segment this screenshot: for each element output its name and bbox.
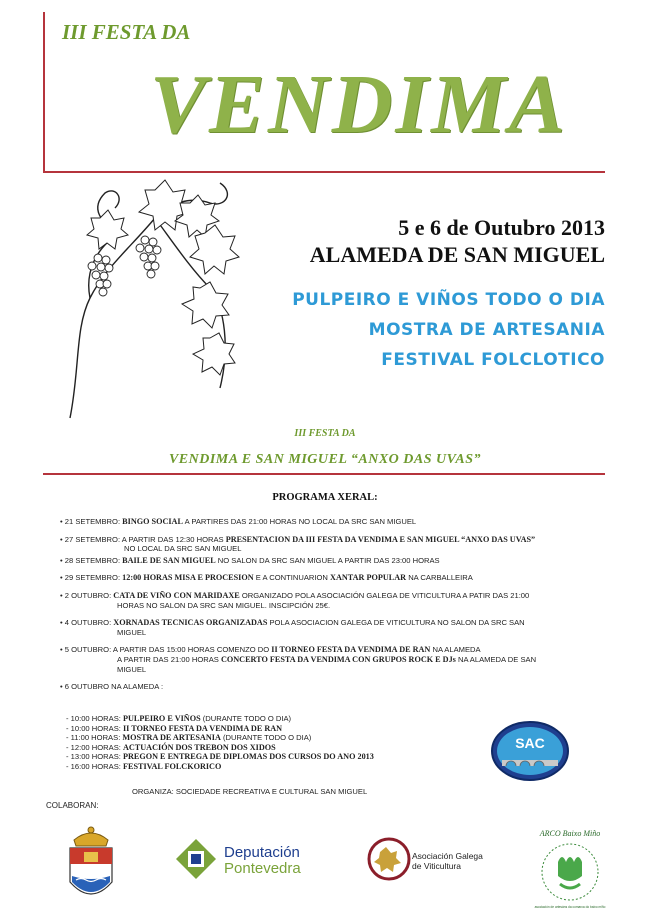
left-rule bbox=[43, 12, 45, 172]
sac-logo-text: SAC bbox=[515, 735, 545, 751]
program-item: • 27 SETEMBRO: A PARTIR DAS 12:30 HORAS PRESENTACION DA III FESTA DA VENDIMA E SAN MIGUEL “ANXO DAS UVAS” NO LOCAL DA SRC SAN MIGUEL bbox=[60, 534, 536, 554]
program-item: • 29 SETEMBRO: 12:00 HORAS MISA E PROCESION E A CONTINUARION XANTAR POPULAR NA CARBALLEIRA bbox=[60, 573, 473, 583]
schedule-item: - 11:00 HORAS: MOSTRA DE ARTESANIA (DURANTE TODO O DIA) bbox=[66, 733, 312, 743]
feature-artesania: MOSTRA DE ARTESANIA bbox=[368, 320, 605, 340]
header-rule bbox=[43, 171, 605, 173]
feature-pulpeiro: PULPEIRO E VIÑOS TODO O DIA bbox=[292, 290, 605, 310]
feature-festival: FESTIVAL FOLCLOTICO bbox=[381, 350, 605, 370]
subtitle-festival: VENDIMA E SAN MIGUEL “ANXO DAS UVAS” bbox=[168, 452, 482, 467]
event-place: ALAMEDA DE SAN MIGUEL bbox=[309, 242, 605, 267]
schedule-item: - 13:00 HORAS: PREGON E ENTREGA DE DIPLOMAS DOS CURSOS DO ANO 2013 bbox=[66, 752, 374, 762]
edition-title: III FESTA DA bbox=[62, 20, 191, 44]
schedule-list bbox=[66, 714, 374, 772]
program-item: • 5 OUTUBRO: A PARTIR DAS 15:00 HORAS COMENZO DO II TORNEO FESTA DA VENDIMA DE RAN NA ALAMEDA A PARTIR DAS 21:00 HORAS CONCERTO FESTA DA VENDIMA CON GRUPOS ROCK E DJs NA ALAMEDA DE SAN MIGUEL bbox=[60, 645, 537, 674]
agv-logo-mark bbox=[366, 836, 412, 882]
subtitle-rule bbox=[43, 473, 605, 475]
agv-name: Asociación Galega de Viticultura bbox=[412, 851, 483, 871]
subtitle-edition: III FESTA DA bbox=[294, 428, 356, 439]
program-title: PROGRAMA XERAL: bbox=[272, 492, 378, 503]
arco-logo bbox=[530, 826, 610, 910]
program-item: • 28 SETEMBRO: BAILE DE SAN MIGUEL NO SALON DA SRC SAN MIGUEL A PARTIR DAS 23:00 HORAS bbox=[60, 555, 440, 565]
schedule-item: - 10:00 HORAS: PULPEIRO E VIÑOS (DURANTE TODO O DIA) bbox=[66, 714, 292, 723]
program-item: • 2 OUTUBRO: CATA DE VIÑO CON MARIDAXE ORGANIZADO POLA ASOCIACIÓN GALEGA DE VITICULTURA A PATIR DAS 21:00 HORAS NO SALON DA SRC SAN MIGUEL. INSCIPCIÓN 25€. bbox=[60, 590, 530, 610]
sac-logo bbox=[490, 720, 570, 782]
sponsors-label: COLABORAN: bbox=[46, 801, 99, 810]
grapevine-illustration bbox=[60, 178, 245, 423]
deputacion-name: Deputación Pontevedra bbox=[224, 844, 301, 877]
program-list bbox=[60, 517, 580, 700]
organizer: ORGANIZA: SOCIEDADE RECREATIVA E CULTURAL SAN MIGUEL bbox=[132, 787, 368, 796]
coat-of-arms-logo bbox=[62, 822, 120, 908]
arco-logo-text: ARCO Baixo Miño bbox=[539, 829, 601, 838]
event-date: 5 e 6 de Outubro 2013 bbox=[398, 215, 605, 240]
program-item: • 4 OUTUBRO: XORNADAS TECNICAS ORGANIZADAS POLA ASOCIACION GALEGA DE VITICULTURA NO SALON DA SRC SAN MIGUEL bbox=[60, 618, 525, 637]
schedule-item: - 16:00 HORAS: FESTIVAL FOLCKORICO bbox=[66, 761, 222, 771]
main-title: VENDIMA bbox=[150, 58, 568, 151]
deputacion-logo-mark bbox=[175, 838, 217, 880]
program-item: • 21 SETEMBRO: BINGO SOCIAL A PARTIRES DAS 21:00 HORAS NO LOCAL DA SRC SAN MIGUEL bbox=[60, 517, 417, 526]
schedule-item: - 12:00 HORAS: ACTUACIÓN DOS TREBON DOS XIDOS bbox=[66, 742, 276, 752]
program-item: • 6 OUTUBRO NA ALAMEDA : bbox=[60, 682, 164, 692]
schedule-item: - 10:00 HORAS: II TORNEO FESTA DA VENDIMA DE RAN bbox=[66, 723, 283, 733]
arco-subtitle: asociación de artesáns da comarca do baixo miño bbox=[534, 905, 606, 909]
